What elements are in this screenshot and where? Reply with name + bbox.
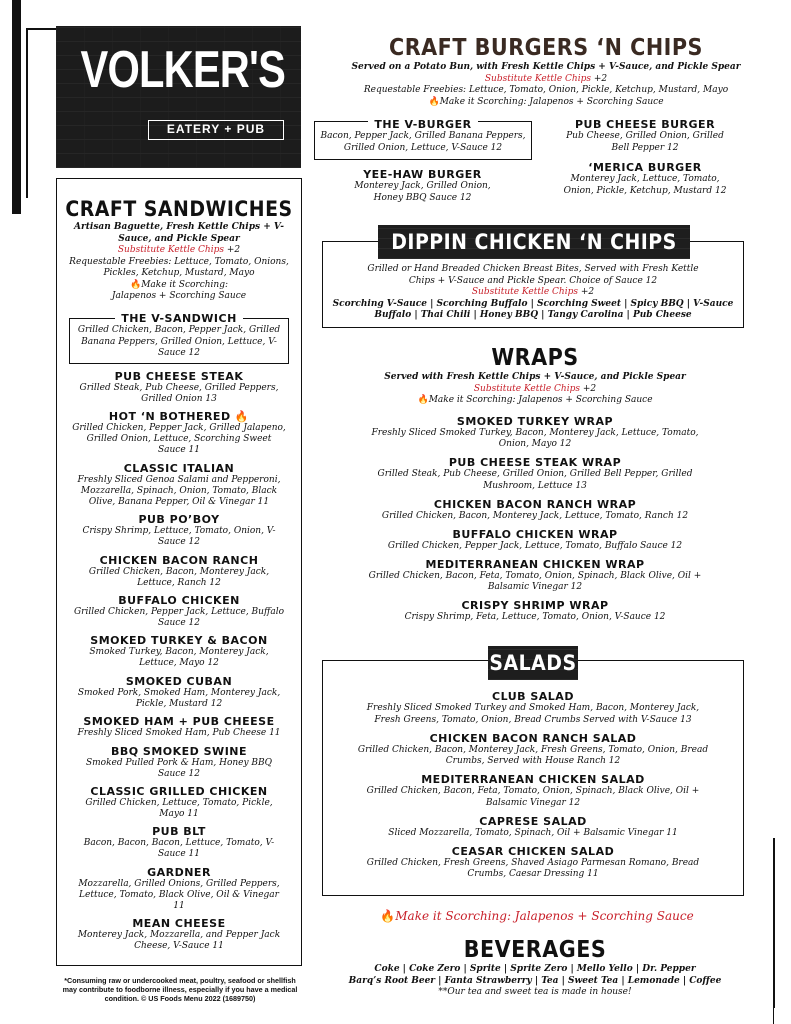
sandwiches-item-desc: Smoked Pulled Pork & Ham, Honey BBQ Sauce 12	[85, 757, 273, 779]
vsandwich-desc: Grilled Chicken, Bacon, Pepper Jack, Grilled Banana Peppers, Grilled Onion, Lettuce, V-Sauce 12	[77, 325, 281, 358]
vburger-name: THE V-BURGER	[314, 118, 532, 131]
sandwiches-item-desc: Smoked Turkey, Bacon, Monterey Jack, Lettuce, Mayo 12	[89, 647, 269, 669]
salads-item-desc: Grilled Chicken, Fresh Greens, Shaved Asiago Parmesan Romano, Bread Crumbs, Caesar Dressing 11	[366, 857, 700, 879]
sandwiches-item-name: PUB BLT	[152, 825, 206, 839]
burgers-section	[316, 34, 776, 108]
pubcheese-burger-item	[560, 118, 730, 154]
sandwiches-section	[60, 196, 298, 303]
salads-item-desc: Sliced Mozzarella, Tomato, Spinach, Oil + Balsamic Vinegar 11	[388, 827, 678, 838]
sandwiches-item-desc: Grilled Chicken, Bacon, Monterey Jack, Lettuce, Ranch 12	[88, 566, 270, 588]
wraps-item-desc: Freshly Sliced Smoked Turkey, Bacon, Monterey Jack, Lettuce, Tomato, Onion, Mayo 12	[371, 427, 699, 449]
merica-burger-desc: Monterey Jack, Lettuce, Tomato, Onion, Pickle, Ketchup, Mustard 12	[563, 174, 727, 196]
brand-logo	[56, 26, 301, 168]
sandwiches-item	[64, 745, 294, 780]
wraps-item-name: MEDITERRANEAN CHICKEN WRAP	[425, 557, 645, 571]
vburger-item	[314, 118, 532, 154]
yeehaw-burger-item	[340, 168, 505, 204]
wraps-item	[320, 456, 750, 492]
vburger-desc: Bacon, Pepper Jack, Grilled Banana Peppers, Grilled Onion, Lettuce, V-Sauce 12	[320, 131, 526, 153]
sandwiches-item	[64, 634, 294, 669]
dippin-sauces-2: Buffalo | Thai Chili | Honey BBQ | Tangy Carolina | Pub Cheese	[374, 310, 692, 320]
dippin-title: DIPPIN CHICKEN ‘N CHIPS	[378, 225, 690, 259]
wraps-sub-price: +2	[582, 383, 597, 394]
pubcheese-burger-desc: Pub Cheese, Grilled Onion, Grilled Bell Pepper 12	[566, 131, 724, 153]
sandwiches-title: CRAFT SANDWICHES	[65, 197, 293, 221]
wraps-item-name: BUFFALO CHICKEN WRAP	[452, 527, 618, 541]
merica-burger-item	[555, 161, 735, 197]
merica-burger-name: ‘MERICA BURGER	[588, 161, 702, 174]
sandwiches-item-name: SMOKED HAM + PUB CHEESE	[83, 715, 275, 729]
sandwiches-item	[64, 410, 294, 456]
sandwiches-item	[64, 513, 294, 548]
salads-item-name: CLUB SALAD	[492, 690, 574, 703]
wraps-item	[320, 498, 750, 523]
sandwiches-item-name: GARDNER	[147, 865, 211, 879]
sandwiches-item-name: CLASSIC ITALIAN	[123, 461, 235, 475]
sandwiches-item-name: PUB PO’BOY	[138, 513, 220, 527]
salads-item	[326, 690, 740, 726]
left-edge-bar	[12, 0, 21, 214]
wraps-item-name: CHICKEN BACON RANCH WRAP	[433, 497, 637, 511]
salads-item-desc: Grilled Chicken, Bacon, Monterey Jack, Fresh Greens, Tomato, Onion, Bread Crumbs, Served with House Ranch 12	[357, 744, 709, 766]
salads-item	[326, 815, 740, 840]
salads-title: SALADS	[488, 646, 578, 680]
wraps-item-name: CRISPY SHRIMP WRAP	[461, 599, 609, 612]
dippin-body	[326, 264, 740, 322]
sandwich-list	[64, 370, 294, 957]
sandwiches-item-name: PUB CHEESE STEAK	[114, 370, 244, 383]
sandwiches-item	[64, 462, 294, 508]
sandwiches-item-desc: Grilled Chicken, Lettuce, Tomato, Pickle, Mayo 11	[85, 797, 273, 819]
wraps-item	[320, 415, 750, 451]
sandwiches-item	[64, 825, 294, 860]
dippin-sauces-1: Scorching V-Sauce | Scorching Buffalo | Scorching Sweet | Spicy BBQ | V-Sauce	[332, 298, 734, 309]
sandwiches-item-desc: Grilled Steak, Pub Cheese, Grilled Peppers, Grilled Onion 13	[79, 383, 279, 404]
salads-item-name: CAPRESE SALAD	[479, 814, 587, 828]
pubcheese-burger-name: PUB CHEESE BURGER	[574, 118, 716, 131]
disclaimer: *Consuming raw or undercooked meat, poultry, seafood or shellfish may contribute to foodborne illness, especially if you have a medical condition. © US Foods Menu 2022 (1689750)	[62, 976, 298, 1003]
wraps-sub: Substitute Kettle Chips	[473, 383, 580, 394]
salads-item	[326, 845, 740, 881]
sandwiches-item	[64, 554, 294, 589]
right-edge-line	[773, 838, 775, 1008]
sandwiches-item	[64, 715, 294, 739]
flame-icon: 🔥	[380, 909, 396, 923]
sandwiches-item-name: CLASSIC GRILLED CHICKEN	[90, 784, 268, 798]
burgers-sub-price: +2	[593, 73, 608, 84]
wraps-title: WRAPS	[491, 345, 579, 371]
sandwiches-item-name: BBQ SMOKED SWINE	[110, 744, 248, 758]
sandwiches-item-desc: Grilled Chicken, Pepper Jack, Grilled Jalapeno, Grilled Onion, Lettuce, Scorching Sweet Sauce 11	[72, 423, 286, 456]
salads-item-desc: Freshly Sliced Smoked Turkey and Smoked Ham, Bacon, Monterey Jack, Fresh Greens, Tomato, Onion, Bread Crumbs Served with V-Sauce 13	[366, 703, 700, 725]
sandwiches-item	[64, 594, 294, 629]
logo-name: VOLKER'S	[80, 41, 286, 99]
sandwiches-item-desc: Crispy Shrimp, Lettuce, Tomato, Onion, V-Sauce 12	[82, 526, 276, 548]
yeehaw-burger-desc: Monterey Jack, Grilled Onion, Honey BBQ Sauce 12	[354, 181, 491, 203]
sandwiches-item-desc: Bacon, Bacon, Bacon, Lettuce, Tomato, V-Sauce 11	[83, 838, 275, 860]
wraps-item-desc: Grilled Chicken, Bacon, Feta, Tomato, Onion, Spinach, Black Olive, Oil + Balsamic Vinegar 12	[368, 570, 702, 592]
sandwiches-item-desc: Freshly Sliced Smoked Ham, Pub Cheese 11	[77, 728, 281, 739]
salads-item-name: MEDITERRANEAN CHICKEN SALAD	[421, 773, 645, 786]
wraps-item	[320, 558, 750, 594]
sandwiches-item-name: HOT ‘N BOTHERED 🔥	[108, 410, 250, 424]
vsandwich-name: THE V-SANDWICH	[69, 312, 289, 325]
beverages-note: **Our tea and sweet tea is made in house!	[438, 987, 632, 997]
sandwiches-item-name: BUFFALO CHICKEN	[118, 593, 240, 607]
wraps-item-desc: Grilled Steak, Pub Cheese, Grilled Onion, Grilled Bell Pepper, Grilled Mushroom, Lettuce 13	[377, 469, 693, 491]
burgers-sub: Substitute Kettle Chips	[484, 73, 591, 84]
wraps-item-name: PUB CHEESE STEAK WRAP	[448, 456, 622, 469]
sandwiches-sub-price: +2	[226, 245, 241, 255]
beverages-title: BEVERAGES	[463, 937, 607, 963]
beverages-line-1: Coke | Coke Zero | Sprite | Sprite Zero | Mello Yello | Dr. Pepper	[374, 964, 696, 974]
burgers-title: CRAFT BURGERS ‘N CHIPS	[389, 35, 703, 61]
salads-list	[326, 690, 740, 886]
wraps-item	[320, 528, 750, 553]
beverages-section	[330, 936, 740, 999]
salads-scorch: Make it Scorching: Jalapenos + Scorching Sauce	[395, 909, 694, 923]
sandwiches-item-desc: Mozzarella, Grilled Onions, Grilled Peppers, Lettuce, Tomato, Black Olive, Oil & Vinegar 11	[78, 878, 280, 911]
burgers-freebies: Requestable Freebies: Lettuce, Tomato, Onion, Pickle, Ketchup, Mustard, Mayo	[363, 85, 729, 95]
yeehaw-burger-name: YEE-HAW BURGER	[363, 168, 482, 181]
wraps-served: Served with Fresh Kettle Chips + V-Sauce, and Pickle Spear	[384, 372, 686, 382]
right-edge-line-2	[773, 1000, 774, 1024]
wraps-list	[320, 415, 750, 624]
logo-tagline: EATERY + PUB	[148, 120, 284, 140]
sandwiches-item-desc: Monterey Jack, Mozzarella, and Pepper Jack Cheese, V-Sauce 11	[77, 930, 281, 952]
vsandwich-item	[69, 312, 289, 360]
sandwiches-item	[64, 785, 294, 820]
dippin-desc: Grilled or Hand Breaded Chicken Breast Bites, Served with Fresh Kettle Chips + V-Sauce and Pickle Spear. Choice of Sauce 12	[367, 264, 699, 286]
salads-item-name: CHICKEN BACON RANCH SALAD	[429, 731, 637, 745]
salads-item-name: CEASAR CHICKEN SALAD	[451, 844, 615, 858]
left-edge-line	[26, 28, 28, 198]
salads-item	[326, 773, 740, 809]
sandwiches-item-name: SMOKED CUBAN	[125, 674, 233, 688]
sandwiches-item-desc: Freshly Sliced Genoa Salami and Pepperoni, Mozzarella, Spinach, Onion, Tomato, Black Olive, Banana Pepper, Oil & Vinegar 11	[77, 474, 281, 507]
sandwiches-item-name: SMOKED TURKEY & BACON	[90, 634, 268, 648]
wraps-item-desc: Grilled Chicken, Bacon, Monterey Jack, Lettuce, Tomato, Ranch 12	[381, 510, 689, 521]
salads-item	[326, 732, 740, 768]
dippin-sub-price: +2	[580, 287, 595, 297]
sandwiches-item	[64, 917, 294, 952]
sandwiches-item-desc: Grilled Chicken, Pepper Jack, Lettuce, Buffalo Sauce 12	[73, 606, 285, 628]
flame-icon: 🔥	[230, 410, 250, 424]
wraps-item	[320, 599, 750, 624]
sandwiches-item	[64, 866, 294, 912]
wraps-item-desc: Grilled Chicken, Pepper Jack, Lettuce, Tomato, Buffalo Sauce 12	[387, 540, 683, 551]
sandwiches-item	[64, 675, 294, 710]
salads-item-desc: Grilled Chicken, Bacon, Feta, Tomato, Onion, Spinach, Black Olive, Oil + Balsamic Vinegar 12	[366, 786, 700, 808]
sandwiches-item-name: MEAN CHEESE	[132, 917, 226, 931]
sandwiches-item-desc: Smoked Pork, Smoked Ham, Monterey Jack, Pickle, Mustard 12	[77, 687, 281, 709]
flame-icon: 🔥	[428, 96, 440, 107]
sandwiches-item-name: CHICKEN BACON RANCH	[99, 553, 259, 567]
burgers-served: Served on a Potato Bun, with Fresh Kettle Chips + V-Sauce, and Pickle Spear	[351, 62, 741, 72]
wraps-item-name: SMOKED TURKEY WRAP	[456, 414, 614, 428]
wraps-scorch: Make it Scorching: Jalapenos + Scorching Sauce	[428, 395, 653, 405]
beverages-line-2: Barq’s Root Beer | Fanta Strawberry | Tea | Sweet Tea | Lemonade | Coffee	[348, 975, 722, 986]
sandwiches-item	[64, 370, 294, 405]
sandwiches-scorch-2: Jalapenos + Scorching Sauce	[111, 291, 247, 301]
flame-icon: 🔥	[417, 395, 429, 405]
wraps-section	[320, 344, 750, 629]
sandwiches-freebies: Requestable Freebies: Lettuce, Tomato, Onions, Pickles, Ketchup, Mustard, Mayo	[69, 256, 289, 278]
burgers-scorch: Make it Scorching: Jalapenos + Scorching Sauce	[439, 96, 664, 107]
salads-scorch-line	[322, 909, 752, 924]
wraps-item-desc: Crispy Shrimp, Feta, Lettuce, Tomato, Onion, V-Sauce 12	[404, 612, 666, 622]
sandwiches-sub: Substitute Kettle Chips	[117, 245, 224, 255]
sandwiches-scorch-1: Make it Scorching:	[141, 279, 229, 290]
dippin-sub: Substitute Kettle Chips	[471, 287, 578, 297]
flame-icon: 🔥	[129, 279, 142, 290]
sandwiches-served: Artisan Baguette, Fresh Kettle Chips + V-Sauce, and Pickle Spear	[74, 222, 284, 244]
